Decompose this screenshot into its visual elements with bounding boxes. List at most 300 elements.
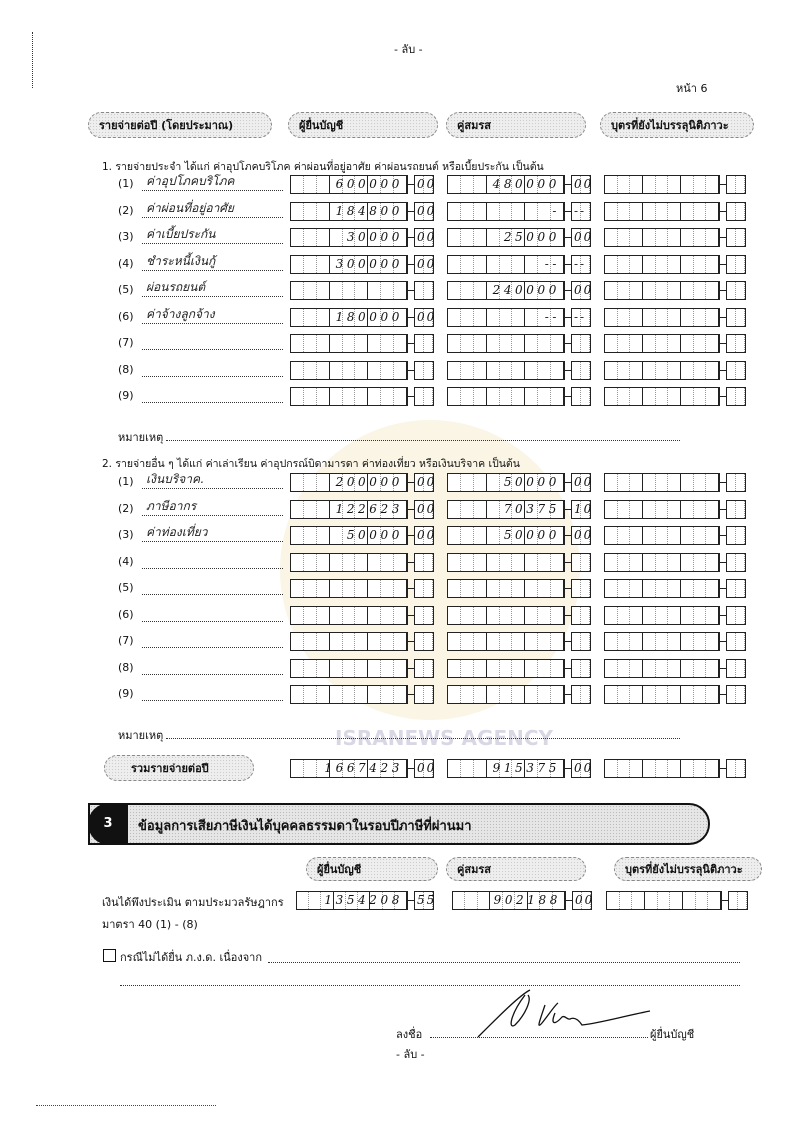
- row-number: (5): [118, 283, 134, 296]
- digit-cell: [415, 282, 424, 299]
- digit-cell: [581, 388, 590, 405]
- digit-cell: [581, 633, 590, 650]
- digit-cell: [605, 309, 618, 326]
- spouse-satang-value: 00: [574, 230, 594, 244]
- digit-cell: [304, 203, 317, 220]
- digit-group: [291, 362, 330, 379]
- declarant-baht-box[interactable]: [290, 579, 408, 598]
- declarant-satang-value: 00: [417, 256, 437, 271]
- digit-cell: [736, 256, 745, 273]
- digit-cell: [304, 256, 317, 273]
- declarant-baht-box[interactable]: [290, 175, 408, 194]
- digit-cell: [368, 335, 381, 352]
- child-baht-box[interactable]: [604, 685, 720, 704]
- digit-cell: [727, 335, 736, 352]
- child-baht-box[interactable]: [604, 500, 720, 519]
- spouse-baht-box[interactable]: [447, 579, 565, 598]
- digit-group: [681, 282, 719, 299]
- declarant-satang-box[interactable]: [414, 387, 434, 406]
- child-satang-box[interactable]: [726, 228, 746, 247]
- digit-cell: [381, 335, 394, 352]
- row-label-line[interactable]: [142, 580, 283, 595]
- digit-cell: [618, 282, 631, 299]
- child-satang-box[interactable]: [726, 361, 746, 380]
- spouse-baht-box[interactable]: [447, 334, 565, 353]
- spouse-satang-box[interactable]: [571, 308, 591, 327]
- digit-cell: [343, 554, 356, 571]
- child-baht-box[interactable]: [604, 255, 720, 274]
- child-satang-box[interactable]: [726, 685, 746, 704]
- spouse-baht-box[interactable]: [447, 281, 565, 300]
- footer-rule: [36, 1105, 216, 1106]
- row-number: (4): [118, 554, 134, 568]
- declarant-baht-box[interactable]: [290, 255, 408, 274]
- digit-cell: [304, 229, 317, 246]
- spouse-satang-box[interactable]: [571, 579, 591, 598]
- digit-group: [448, 176, 487, 193]
- digit-cell: [727, 176, 736, 193]
- child-satang-box[interactable]: [726, 553, 746, 572]
- digit-cell: [694, 388, 707, 405]
- declarant-baht-box[interactable]: [290, 281, 408, 300]
- digit-cell: [736, 580, 745, 597]
- digit-cell: [461, 580, 474, 597]
- total-declarant-satang-box[interactable]: [414, 759, 437, 778]
- digit-cell: [630, 633, 642, 650]
- child-satang-box[interactable]: [726, 579, 746, 598]
- digit-group: [291, 580, 330, 597]
- row-label: [118, 685, 283, 703]
- child-baht-box[interactable]: [604, 606, 720, 625]
- digit-cell: [291, 474, 304, 491]
- child-baht-box[interactable]: [604, 175, 720, 194]
- spouse-satang-box[interactable]: [571, 526, 594, 545]
- digit-cell: [656, 282, 669, 299]
- digit-cell: [551, 388, 563, 405]
- digit-cell: [630, 176, 642, 193]
- digit-group: [448, 309, 487, 326]
- child-baht-box[interactable]: [604, 334, 720, 353]
- digit-cell: [630, 335, 642, 352]
- row-label: [118, 553, 283, 571]
- row-label-line[interactable]: [142, 335, 283, 350]
- income-spouse-satang-box[interactable]: [572, 891, 595, 910]
- spouse-satang-box[interactable]: [571, 175, 594, 194]
- declarant-baht-box[interactable]: [290, 685, 408, 704]
- spouse-satang-box[interactable]: [571, 281, 594, 300]
- spouse-baht-box[interactable]: [447, 606, 565, 625]
- digit-cell: [727, 203, 736, 220]
- income-declarant-baht-box[interactable]: [296, 891, 408, 910]
- digit-cell: [448, 388, 461, 405]
- s3-column-spouse: คู่สมรส: [457, 863, 491, 876]
- declarant-satang-box[interactable]: [414, 685, 434, 704]
- digit-cell: [738, 892, 747, 909]
- income-declarant-baht-value: 1354208: [324, 893, 403, 907]
- digit-cell: [694, 282, 707, 299]
- row-number: (7): [118, 336, 134, 349]
- declarant-satang-box[interactable]: [414, 255, 437, 274]
- digit-group: [681, 527, 719, 544]
- digit-group: [605, 633, 643, 650]
- digit-cell: [474, 607, 486, 624]
- declarant-baht-value: 30000: [346, 230, 403, 244]
- digit-group: [605, 554, 643, 571]
- digit-cell: [461, 760, 474, 777]
- income-declarant-satang-box[interactable]: [414, 891, 437, 910]
- row-label: [118, 255, 283, 273]
- row-label-text: ค่าเบี้ยประกัน: [146, 227, 216, 241]
- digit-cell: [708, 892, 720, 909]
- spouse-satang-box[interactable]: [571, 606, 591, 625]
- spouse-satang-box[interactable]: [571, 361, 591, 380]
- declarant-baht-box[interactable]: [290, 308, 408, 327]
- spouse-satang-box[interactable]: [571, 473, 594, 492]
- digit-cell: [681, 309, 694, 326]
- child-satang-box[interactable]: [726, 308, 746, 327]
- child-satang-box[interactable]: [726, 659, 746, 678]
- digit-group: [643, 554, 681, 571]
- digit-cell: [581, 686, 590, 703]
- digit-cell: [500, 362, 513, 379]
- digit-cell: [706, 309, 718, 326]
- child-satang-box[interactable]: [726, 334, 746, 353]
- digit-cell: [643, 474, 656, 491]
- row-label-line[interactable]: [142, 633, 283, 648]
- digit-cell: [706, 474, 718, 491]
- declarant-baht-box[interactable]: [290, 473, 408, 492]
- child-baht-box[interactable]: [604, 526, 720, 545]
- total-child-satang-box[interactable]: [726, 759, 746, 778]
- digit-cell: [643, 633, 656, 650]
- digit-cell: [694, 229, 707, 246]
- declarant-satang-box[interactable]: [414, 202, 437, 221]
- digit-cell: [525, 607, 538, 624]
- child-baht-box[interactable]: [604, 579, 720, 598]
- spouse-satang-box[interactable]: [571, 228, 594, 247]
- total-spouse-satang-box[interactable]: [571, 759, 594, 778]
- digit-cell: [694, 607, 707, 624]
- declarant-satang-box[interactable]: [414, 228, 437, 247]
- declarant-satang-box[interactable]: [414, 308, 437, 327]
- digit-group: [681, 554, 719, 571]
- row-number: (4): [118, 256, 134, 270]
- digit-cell: [317, 203, 329, 220]
- digit-cell: [551, 554, 563, 571]
- row-label-line[interactable]: [142, 686, 283, 701]
- digit-cell: [394, 388, 406, 405]
- declarant-satang-box[interactable]: [414, 175, 437, 194]
- spouse-satang-value: --: [574, 203, 587, 218]
- digit-cell: [605, 633, 618, 650]
- s3-column-child-pill: [614, 857, 762, 881]
- child-baht-box[interactable]: [604, 228, 720, 247]
- digit-cell: [330, 362, 343, 379]
- digit-cell: [304, 388, 317, 405]
- declarant-baht-box[interactable]: [290, 334, 408, 353]
- child-baht-box[interactable]: [604, 553, 720, 572]
- digit-group: [681, 686, 719, 703]
- s3-column-child: บุตรที่ยังไม่บรรลุนิติภาวะ: [625, 863, 743, 876]
- digit-cell: [291, 760, 304, 777]
- row-label: [118, 606, 283, 624]
- not-filed-reason-line-1[interactable]: [268, 962, 740, 963]
- row-label-line[interactable]: [142, 607, 283, 622]
- digit-cell: [461, 256, 474, 273]
- digit-group: [448, 388, 487, 405]
- digit-cell: [461, 474, 474, 491]
- spouse-baht-box[interactable]: [447, 632, 565, 651]
- declarant-baht-box[interactable]: [290, 500, 408, 519]
- child-baht-box[interactable]: [604, 281, 720, 300]
- declarant-satang-box[interactable]: [414, 361, 434, 380]
- digit-cell: [343, 580, 356, 597]
- digit-cell: [630, 282, 642, 299]
- digit-cell: [630, 501, 642, 518]
- declarant-satang-box[interactable]: [414, 500, 437, 519]
- spouse-satang-box[interactable]: [571, 334, 591, 353]
- child-satang-box[interactable]: [726, 632, 746, 651]
- digit-cell: [668, 527, 680, 544]
- digit-group: [448, 660, 487, 677]
- digit-cell: [656, 335, 669, 352]
- income-child-baht-box[interactable]: [606, 891, 722, 910]
- digit-cell: [538, 607, 551, 624]
- digit-group: [291, 282, 330, 299]
- declarant-baht-box[interactable]: [290, 659, 408, 678]
- child-baht-box[interactable]: [604, 632, 720, 651]
- digit-cell: [368, 388, 381, 405]
- child-baht-box[interactable]: [604, 473, 720, 492]
- digit-cell: [681, 474, 694, 491]
- spouse-satang-box[interactable]: [571, 685, 591, 704]
- spouse-baht-box[interactable]: [447, 228, 565, 247]
- spouse-satang-box[interactable]: [571, 387, 591, 406]
- row-label-line[interactable]: [142, 660, 283, 675]
- digit-group: [605, 474, 643, 491]
- child-satang-box[interactable]: [726, 255, 746, 274]
- spouse-baht-box[interactable]: [447, 202, 565, 221]
- digit-group: [605, 760, 643, 777]
- child-satang-box[interactable]: [726, 526, 746, 545]
- digit-cell: [474, 686, 486, 703]
- digit-cell: [736, 203, 745, 220]
- digit-cell: [448, 474, 461, 491]
- child-baht-box[interactable]: [604, 387, 720, 406]
- declarant-baht-box[interactable]: [290, 228, 408, 247]
- digit-cell: [309, 892, 321, 909]
- child-satang-box[interactable]: [726, 500, 746, 519]
- declarant-satang-box[interactable]: [414, 606, 434, 625]
- digit-cell: [304, 580, 317, 597]
- declarant-satang-box[interactable]: [414, 526, 437, 545]
- child-satang-box[interactable]: [726, 606, 746, 625]
- child-satang-box[interactable]: [726, 175, 746, 194]
- digit-cell: [681, 760, 694, 777]
- digit-cell: [668, 335, 680, 352]
- declarant-satang-box[interactable]: [414, 334, 434, 353]
- child-baht-box[interactable]: [604, 308, 720, 327]
- spouse-satang-box[interactable]: [571, 202, 591, 221]
- digit-cell: [343, 388, 356, 405]
- digit-cell: [291, 282, 304, 299]
- digit-cell: [461, 229, 474, 246]
- declarant-satang-box[interactable]: [414, 281, 434, 300]
- digit-group: [291, 309, 330, 326]
- digit-cell: [605, 229, 618, 246]
- spouse-baht-box[interactable]: [447, 308, 565, 327]
- row-number: (5): [118, 581, 134, 594]
- digit-cell: [317, 607, 329, 624]
- digit-cell: [706, 527, 718, 544]
- digit-cell: [618, 633, 631, 650]
- digit-group: [330, 660, 369, 677]
- digit-cell: [355, 607, 367, 624]
- digit-cell: [736, 335, 745, 352]
- digit-cell: [630, 527, 642, 544]
- row-label-line[interactable]: [142, 554, 283, 569]
- child-baht-box[interactable]: [604, 361, 720, 380]
- spouse-satang-box[interactable]: [571, 632, 591, 651]
- digit-cell: [630, 229, 642, 246]
- declarant-baht-box[interactable]: [290, 361, 408, 380]
- spouse-baht-box[interactable]: [447, 361, 565, 380]
- spouse-satang-box[interactable]: [571, 659, 591, 678]
- digit-cell: [618, 362, 631, 379]
- child-satang-box[interactable]: [726, 202, 746, 221]
- digit-cell: [694, 176, 707, 193]
- digit-cell: [487, 309, 500, 326]
- digit-cell: [317, 176, 329, 193]
- digit-cell: [297, 892, 309, 909]
- spouse-satang-box[interactable]: [571, 500, 594, 519]
- s3-column-spouse-pill: [446, 857, 586, 881]
- declarant-baht-value: 180000: [335, 309, 403, 324]
- spouse-baht-box[interactable]: [447, 659, 565, 678]
- digit-group: [368, 633, 407, 650]
- digit-group: [681, 607, 719, 624]
- income-child-satang-box[interactable]: [728, 891, 748, 910]
- digit-cell: [525, 256, 538, 273]
- income-declarant-satang-value: 55: [417, 893, 437, 907]
- total-spouse-baht-box[interactable]: [447, 759, 565, 778]
- digit-cell: [368, 633, 381, 650]
- digit-cell: [474, 362, 486, 379]
- declarant-satang-box[interactable]: [414, 632, 434, 651]
- digit-group: [681, 501, 719, 518]
- digit-cell: [512, 686, 524, 703]
- not-filed-checkbox[interactable]: [103, 949, 116, 962]
- digit-group: [681, 633, 719, 650]
- digit-group: [487, 256, 526, 273]
- digit-cell: [330, 633, 343, 650]
- spouse-satang-box[interactable]: [571, 553, 591, 572]
- child-baht-box[interactable]: [604, 202, 720, 221]
- digit-group: [330, 686, 369, 703]
- spouse-baht-box[interactable]: [447, 685, 565, 704]
- child-satang-box[interactable]: [726, 281, 746, 300]
- declarant-baht-box[interactable]: [290, 387, 408, 406]
- digit-cell: [512, 388, 524, 405]
- digit-cell: [415, 335, 424, 352]
- expenses-title: รายจ่ายต่อปี (โดยประมาณ): [99, 119, 234, 132]
- digit-group: [487, 633, 526, 650]
- total-declarant-baht-box[interactable]: [290, 759, 408, 778]
- declarant-satang-box[interactable]: [414, 659, 434, 678]
- digit-cell: [512, 554, 524, 571]
- declarant-baht-box[interactable]: [290, 632, 408, 651]
- digit-cell: [448, 176, 461, 193]
- digit-cell: [461, 203, 474, 220]
- digit-cell: [317, 474, 329, 491]
- income-spouse-baht-box[interactable]: [452, 891, 566, 910]
- digit-cell: [424, 607, 433, 624]
- digit-cell: [424, 362, 433, 379]
- digit-cell: [487, 229, 500, 246]
- spouse-satang-box[interactable]: [571, 255, 591, 274]
- declarant-satang-box[interactable]: [414, 473, 437, 492]
- row-label-line[interactable]: [142, 388, 283, 403]
- declarant-satang-box[interactable]: [414, 553, 434, 572]
- digit-cell: [572, 686, 581, 703]
- child-baht-box[interactable]: [604, 659, 720, 678]
- digit-cell: [291, 335, 304, 352]
- spouse-baht-box[interactable]: [447, 255, 565, 274]
- spouse-baht-box[interactable]: [447, 526, 565, 545]
- digit-cell: [343, 607, 356, 624]
- digit-group: [605, 388, 643, 405]
- digit-cell: [605, 580, 618, 597]
- digit-cell: [381, 388, 394, 405]
- declarant-satang-box[interactable]: [414, 579, 434, 598]
- spouse-baht-box[interactable]: [447, 500, 565, 519]
- declarant-baht-box[interactable]: [290, 553, 408, 572]
- digit-cell: [448, 633, 461, 650]
- column-declarant-pill: [288, 112, 438, 138]
- sign-label: ลงชื่อ: [396, 1028, 423, 1041]
- digit-cell: [461, 660, 474, 677]
- digit-cell: [668, 474, 680, 491]
- spouse-baht-box[interactable]: [447, 473, 565, 492]
- digit-cell: [643, 203, 656, 220]
- digit-cell: [461, 607, 474, 624]
- child-satang-box[interactable]: [726, 473, 746, 492]
- digit-group: [681, 256, 719, 273]
- digit-cell: [317, 686, 329, 703]
- digit-group: [605, 256, 643, 273]
- digit-cell: [656, 501, 669, 518]
- spouse-satang-value: 00: [574, 177, 594, 191]
- declarant-baht-box[interactable]: [290, 606, 408, 625]
- child-satang-box[interactable]: [726, 387, 746, 406]
- spouse-baht-box[interactable]: [447, 387, 565, 406]
- digit-group: [487, 580, 526, 597]
- digit-cell: [681, 607, 694, 624]
- digit-group: [681, 580, 719, 597]
- declarant-baht-box[interactable]: [290, 202, 408, 221]
- spouse-baht-value: 70375: [503, 501, 560, 516]
- digit-cell: [630, 256, 642, 273]
- digit-cell: [304, 554, 317, 571]
- row-label-line[interactable]: [142, 362, 283, 377]
- digit-group: [605, 501, 643, 518]
- spouse-baht-box[interactable]: [447, 175, 565, 194]
- declarant-baht-box[interactable]: [290, 526, 408, 545]
- total-child-baht-box[interactable]: [604, 759, 720, 778]
- digit-cell: [658, 892, 671, 909]
- spouse-baht-box[interactable]: [447, 553, 565, 572]
- digit-cell: [525, 335, 538, 352]
